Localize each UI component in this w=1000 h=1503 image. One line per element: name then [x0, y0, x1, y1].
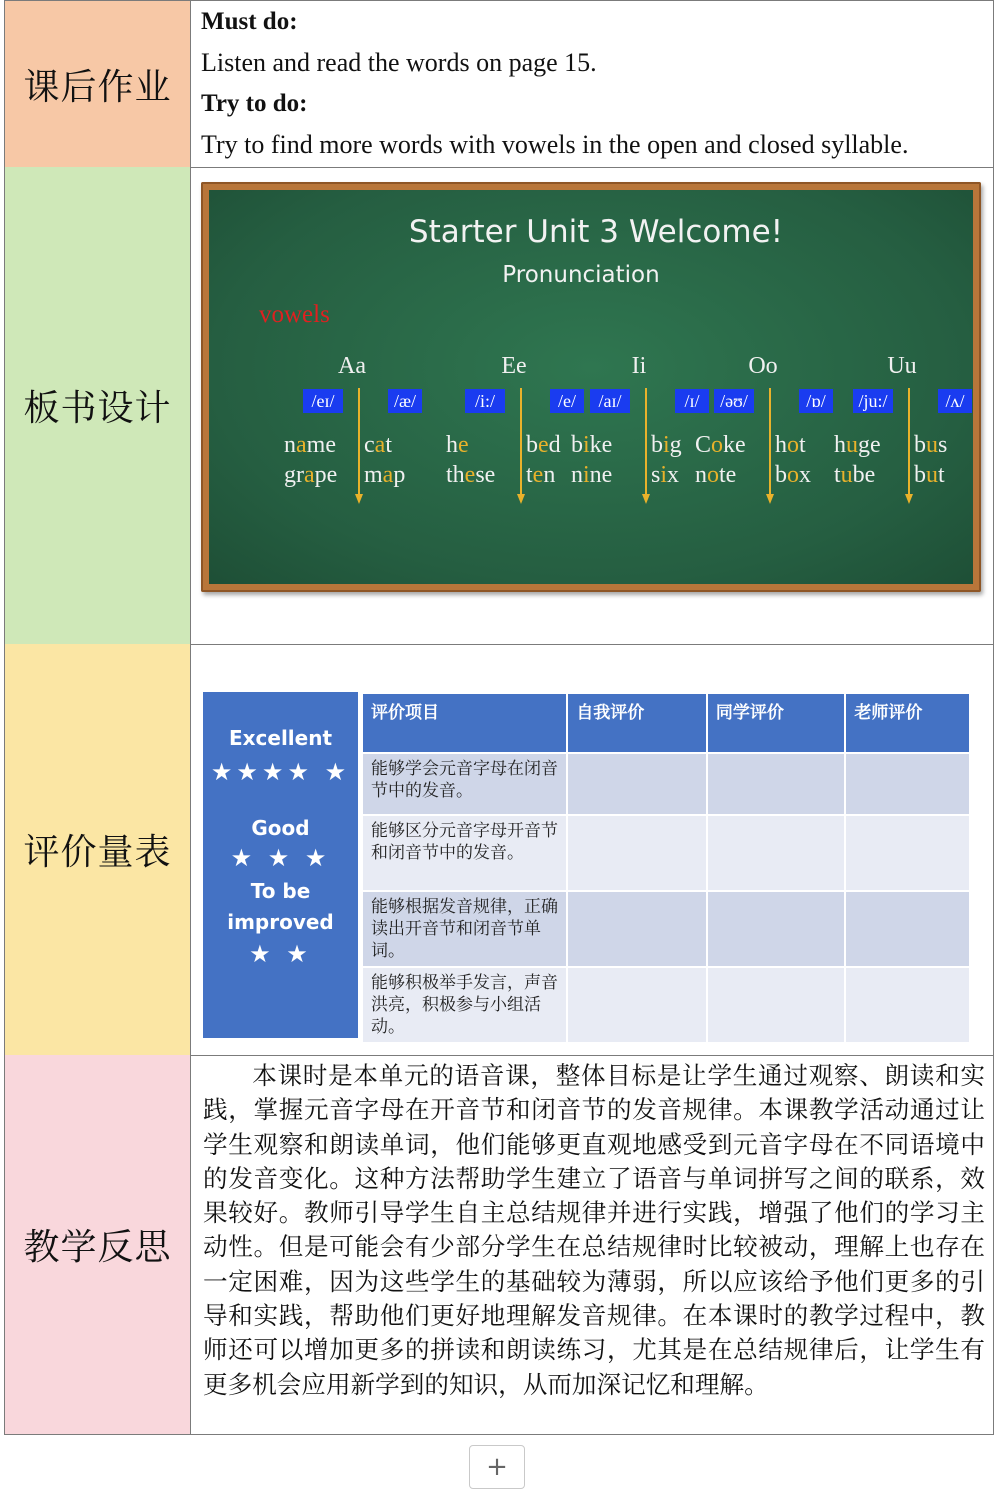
- board-word: big: [651, 432, 682, 458]
- rubric-content: [191, 644, 993, 1055]
- reflection-content: [191, 1055, 993, 1434]
- board-subtitle: Pronunciation: [502, 262, 660, 288]
- rubric-header-row: [362, 693, 970, 753]
- must-do-text: Listen and read the words on page 15.: [201, 48, 597, 77]
- rubric-item: 能够学会元音字母在闭音节中的发音。: [362, 753, 567, 815]
- board-word: box: [775, 462, 811, 488]
- reflection-label: 教学反思: [5, 1055, 191, 1434]
- board-word: cat: [364, 432, 392, 458]
- vowel-letter: Aa: [338, 353, 366, 379]
- plus-icon: +: [486, 1452, 508, 1482]
- phoneme-label: /ʌ/: [945, 391, 965, 411]
- header-item: 评价项目: [362, 693, 567, 753]
- header-self: 自我评价: [567, 693, 707, 753]
- phoneme-label: /i:/: [474, 391, 496, 411]
- add-row-button[interactable]: [469, 1445, 525, 1489]
- phoneme-label: /ɪ/: [684, 391, 700, 411]
- header-teacher: 老师评价: [845, 693, 970, 753]
- chalkboard: [209, 190, 973, 584]
- peer-cell[interactable]: [707, 891, 846, 967]
- arrow-down-icon: [766, 494, 774, 504]
- arrow-down-icon: [355, 494, 363, 504]
- homework-row: [4, 0, 994, 168]
- chalkboard-drawing: [209, 190, 973, 584]
- peer-cell[interactable]: [707, 753, 846, 815]
- board-word: nine: [571, 462, 613, 488]
- phoneme-label: /əʊ/: [720, 391, 748, 411]
- rubric-table: [361, 692, 971, 1044]
- homework-label: 课后作业: [5, 1, 191, 167]
- board-word: bed: [526, 432, 561, 458]
- try-do-title: Try to do:: [201, 90, 308, 117]
- peer-cell[interactable]: [707, 967, 846, 1043]
- board-word: grape: [284, 462, 338, 488]
- vowel-letter: Oo: [748, 353, 778, 379]
- board-word: bike: [571, 432, 613, 458]
- self-cell[interactable]: [567, 815, 707, 891]
- rubric-label: 评价量表: [5, 644, 191, 1055]
- table-row: [362, 891, 970, 967]
- must-do-title: Must do:: [201, 8, 298, 35]
- board-title: Starter Unit 3 Welcome!: [408, 214, 784, 250]
- board-design-label: 板书设计: [5, 167, 191, 644]
- arrow-down-icon: [517, 494, 525, 504]
- reflection-row: [4, 1055, 994, 1435]
- board-word: these: [446, 462, 496, 488]
- level-good-stars: ★ ★ ★: [230, 844, 331, 872]
- level-good: Good: [251, 816, 310, 840]
- chalkboard-frame: [201, 182, 981, 592]
- teacher-cell[interactable]: [845, 967, 970, 1043]
- board-word: map: [364, 462, 406, 488]
- rubric-item: 能够区分元音字母开音节和闭音节中的发音。: [362, 815, 567, 891]
- board-word: name: [284, 432, 336, 458]
- board-word: six: [651, 462, 680, 488]
- table-row: [362, 753, 970, 815]
- level-improve-stars: ★ ★: [249, 940, 312, 968]
- vowels-label: vowels: [259, 301, 330, 328]
- phoneme-label: /e/: [558, 391, 576, 411]
- table-row: [362, 815, 970, 891]
- board-word: huge: [834, 432, 881, 458]
- teacher-cell[interactable]: [845, 891, 970, 967]
- vowel-letter: Ee: [501, 353, 527, 379]
- phoneme-label: /aɪ/: [598, 391, 622, 411]
- homework-content: [191, 1, 993, 167]
- board-word: hot: [775, 432, 806, 458]
- level-excellent: Excellent: [228, 726, 333, 750]
- self-cell[interactable]: [567, 891, 707, 967]
- header-peer: 同学评价: [707, 693, 846, 753]
- teacher-cell[interactable]: [845, 753, 970, 815]
- self-cell[interactable]: [567, 753, 707, 815]
- teacher-cell[interactable]: [845, 815, 970, 891]
- board-word: bus: [914, 432, 948, 458]
- try-do-text: Try to find more words with vowels in the open and closed syllable.: [201, 130, 909, 159]
- rubric-levels-panel: [203, 692, 358, 1038]
- table-row: [362, 967, 970, 1043]
- phoneme-label: /eɪ/: [311, 391, 335, 411]
- arrow-down-icon: [642, 494, 650, 504]
- level-excellent-stars: ★★★★ ★: [210, 758, 351, 786]
- vowel-letter: Ii: [631, 353, 647, 379]
- rubric-row: [4, 644, 994, 1056]
- board-design-content: [191, 167, 993, 644]
- board-word: note: [695, 462, 737, 488]
- arrow-down-icon: [905, 494, 913, 504]
- reflection-text: 本课时是本单元的语音课，整体目标是让学生通过观察、朗读和实践，掌握元音字母在开音节和闭音节的发音规律。本课教学活动通过让学生观察和朗读单词，他们能够更直观地感受到元音字母在不同语境中的发音变化。这种方法帮助学生建立了语音与单词拼写之间的联系，效果较好。教师引导学生自主总结规律并进行实践，增强了他们的学习主动性。但是可能会有少部分学生在总结规律时比较被动，理解上也存在一定困难，因为这些学生的基础较为薄弱，所以应该给予他们更多的引导和实践，帮助他们更好地理解发音规律。在本课时的教学过程中，教师还可以增加更多的拼读和朗读练习，尤其是在总结规律后，让学生有更多机会应用新学到的知识，从而加深记忆和理解。: [203, 1061, 985, 1399]
- rubric-item: 能够积极举手发言，声音洪亮，积极参与小组活动。: [362, 967, 567, 1043]
- board-word: Coke: [695, 432, 746, 458]
- board-word: he: [446, 432, 469, 458]
- phoneme-label: /æ/: [393, 391, 417, 411]
- board-word: but: [914, 462, 945, 488]
- self-cell[interactable]: [567, 967, 707, 1043]
- phoneme-label: /ju:/: [858, 391, 888, 411]
- vowel-letter: Uu: [887, 353, 917, 379]
- board-word: ten: [526, 462, 556, 488]
- phoneme-label: /ɒ/: [806, 391, 826, 411]
- rubric-item: 能够根据发音规律，正确读出开音节和闭音节单词。: [362, 891, 567, 967]
- board-design-row: [4, 167, 994, 645]
- level-improve: To be improved: [227, 879, 334, 934]
- board-word: tube: [834, 462, 876, 488]
- peer-cell[interactable]: [707, 815, 846, 891]
